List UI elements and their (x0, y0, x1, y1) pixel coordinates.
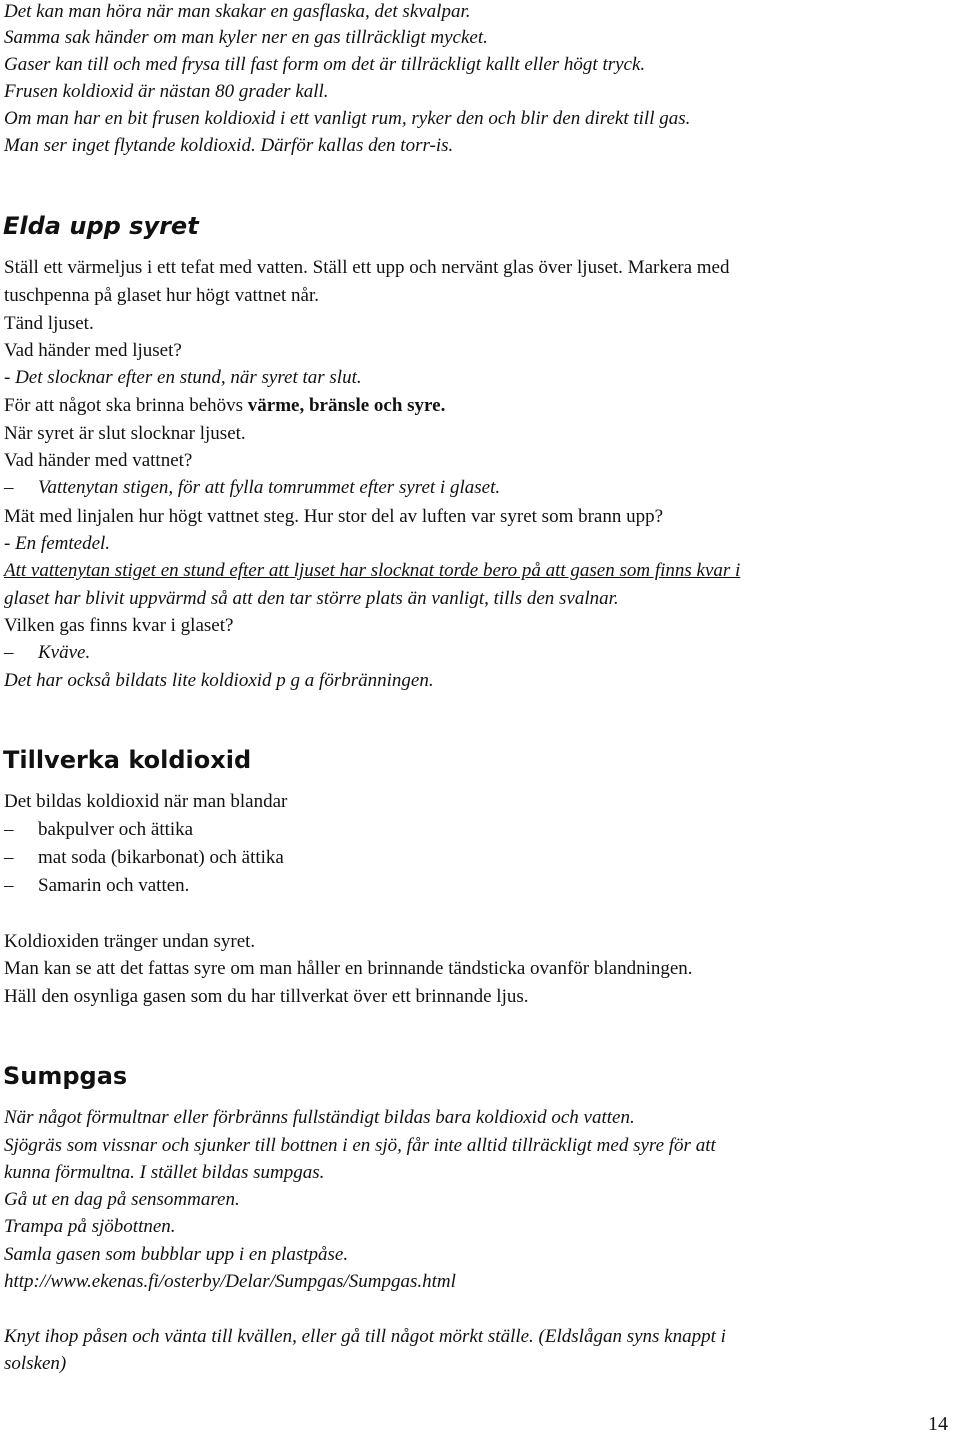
section1-line-1: Ställ ett värmeljus i ett tefat med vatten. Ställ ett upp och nervänt glas över ljuset. Markera med (4, 257, 730, 278)
section3-line-8: solsken) (4, 1353, 67, 1374)
section1-line-10: Mät med linjalen hur högt vattnet steg. Hur stor del av luften var syret som brann upp? (4, 506, 664, 527)
intro-line-3: Gaser kan till och med frysa till fast form om det är tillräckligt kallt eller högt tryck. (4, 54, 646, 75)
section3-line-7: Knyt ihop påsen och vänta till kvällen, eller gå till något mörkt ställe. (Eldslågan syns knappt i (4, 1326, 726, 1347)
section1-line-12: Att vattenytan stiget en stund efter att ljuset har slocknat torde bero på att gasen som finns kvar i (4, 560, 741, 581)
section2-item-1: bakpulver och ättika (38, 819, 194, 840)
intro-line-4: Frusen koldioxid är nästan 80 grader kall. (4, 81, 329, 102)
section3-line-5: Trampa på sjöbottnen. (4, 1216, 176, 1237)
section2-line-3: Häll den osynliga gasen som du har tillverkat över ett brinnande ljus. (4, 986, 529, 1007)
section2-list-item (4, 816, 193, 844)
section2-list-item (4, 872, 189, 900)
section2-item-3: Samarin och vatten. (38, 875, 190, 896)
section1-line-16: Det har också bildats lite koldioxid p g a förbränningen. (4, 670, 434, 691)
section3-line-6: Samla gasen som bubblar upp i en plastpåse. (4, 1244, 349, 1265)
page-number: 14 (928, 1413, 948, 1435)
section1-line-4: Vad händer med ljuset? (4, 340, 182, 361)
section-heading-tillverka-koldioxid: Tillverka koldioxid (3, 746, 252, 774)
section1-dash-item-1 (4, 474, 500, 502)
intro-line-5: Om man har en bit frusen koldioxid i ett vanligt rum, ryker den och blir den direkt till gas. (4, 108, 691, 129)
section-heading-sumpgas: Sumpgas (3, 1062, 128, 1090)
dash-bullet: – (4, 847, 14, 868)
section1-line-5: - Det slocknar efter en stund, när syret tar slut. (4, 367, 362, 388)
section2-intro: Det bildas koldioxid när man blandar (4, 791, 288, 812)
section1-line-3: Tänd ljuset. (4, 313, 94, 334)
intro-line-2: Samma sak händer om man kyler ner en gas tillräckligt mycket. (4, 27, 488, 48)
dash-bullet: – (4, 477, 14, 498)
section3-line-1: När något förmultnar eller förbränns fullständigt bildas bara koldioxid och vatten. (4, 1107, 635, 1128)
section1-line-13: glaset har blivit uppvärmd så att den tar större plats än vanligt, tills den svalnar. (4, 588, 619, 609)
dash-bullet: – (4, 819, 14, 840)
section1-line-9: Vattenytan stigen, för att fylla tomrummet efter syret i glaset. (38, 477, 501, 498)
section3-line-3: kunna förmultna. I stället bildas sumpgas. (4, 1162, 325, 1183)
intro-line-1: Det kan man höra när man skakar en gasflaska, det skvalpar. (4, 1, 471, 22)
section1-line-6-text: För att något ska brinna behövs (4, 395, 248, 416)
section-heading-elda-upp-syret: Elda upp syret (3, 212, 199, 240)
intro-line-6: Man ser inget flytande koldioxid. Därför kallas den torr-is. (4, 135, 454, 156)
section3-line-4: Gå ut en dag på sensommaren. (4, 1189, 240, 1210)
dash-bullet: – (4, 875, 14, 896)
section2-line-1: Koldioxiden tränger undan syret. (4, 931, 256, 952)
section1-dash-item-2 (4, 639, 90, 667)
dash-bullet: – (4, 642, 14, 663)
section2-line-2: Man kan se att det fattas syre om man håller en brinnande tändsticka ovanför blandningen. (4, 958, 693, 979)
section1-line-6 (4, 392, 445, 420)
section3-line-2: Sjögräs som vissnar och sjunker till bottnen i en sjö, får inte alltid tillräckligt med syre för att (4, 1135, 716, 1156)
section1-line-15: Kväve. (38, 642, 91, 663)
section2-item-2: mat soda (bikarbonat) och ättika (38, 847, 284, 868)
section1-line-8: Vad händer med vattnet? (4, 450, 193, 471)
section1-line-14: Vilken gas finns kvar i glaset? (4, 615, 234, 636)
section2-list-item (4, 844, 284, 872)
section1-line-7: När syret är slut slocknar ljuset. (4, 423, 246, 444)
section1-line-11: - En femtedel. (4, 533, 111, 554)
section1-line-2: tuschpenna på glaset hur högt vattnet når. (4, 285, 319, 306)
section3-link[interactable]: http://www.ekenas.fi/osterby/Delar/Sumpgas/Sumpgas.html (4, 1271, 456, 1292)
section1-line-6-bold: värme, bränsle och syre. (247, 395, 446, 416)
